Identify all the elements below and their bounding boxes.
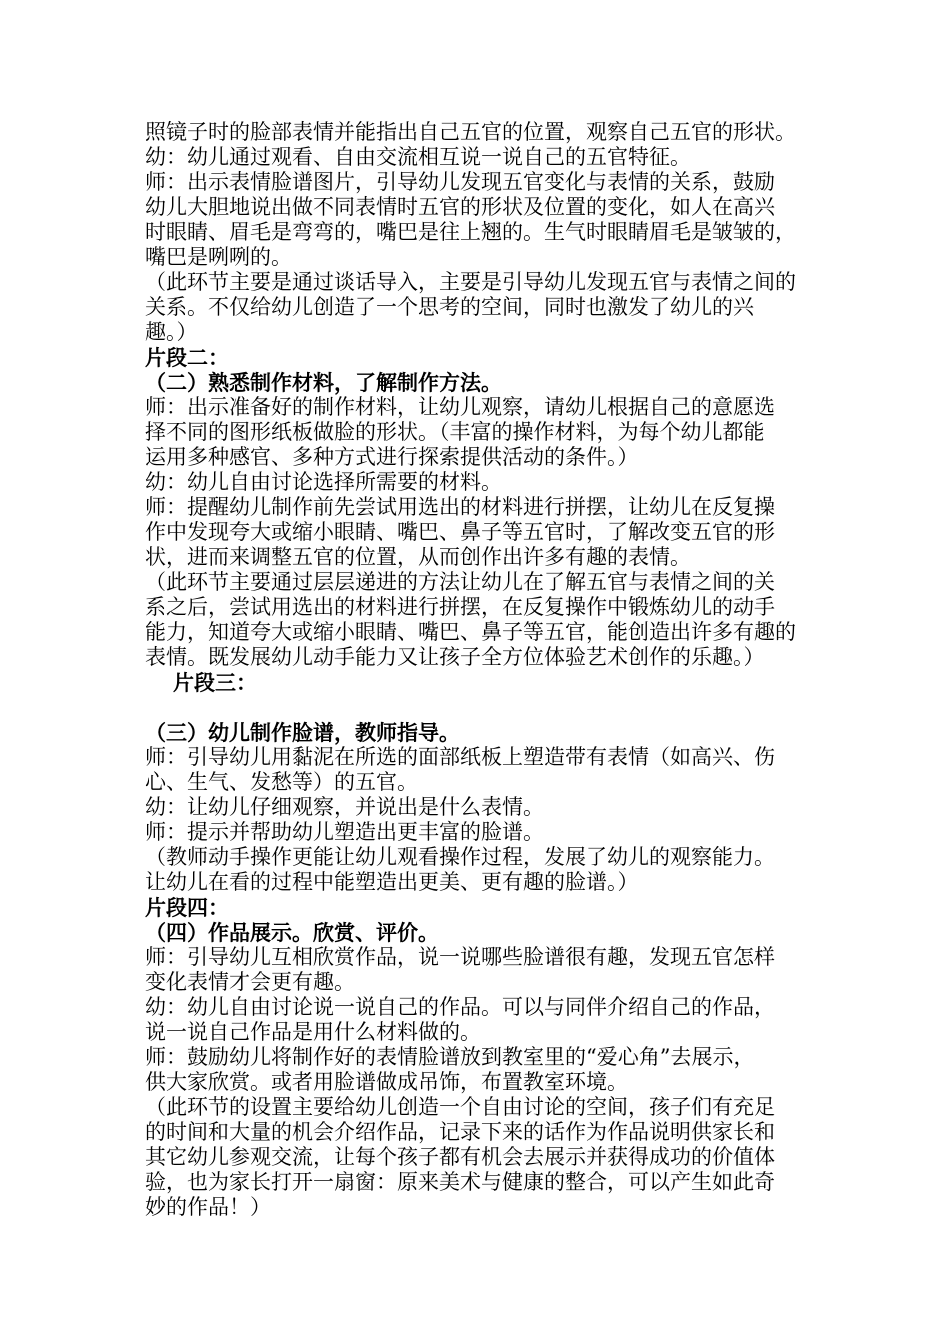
- text-line: 择不同的图形纸板做脸的形状。（丰富的操作材料，为每个幼儿都能: [145, 420, 765, 444]
- text-line: 幼：幼儿通过观看、自由交流相互说一说自己的五官特征。: [145, 145, 691, 169]
- text-line: 系之后，尝试用选出的材料进行拼摆，在反复操作中锻炼幼儿的动手: [145, 595, 775, 619]
- section-heading: （三）幼儿制作脸谱，教师指导。: [145, 720, 460, 745]
- segment-heading: 片段二：: [145, 345, 229, 370]
- blank-line: [145, 695, 810, 720]
- text-line: 运用多种感官、多种方式进行探索提供活动的条件。）: [145, 445, 639, 469]
- text-line: 让幼儿在看的过程中能塑造出更美、更有趣的脸谱。）: [145, 870, 639, 894]
- text-line: 师：鼓励幼儿将制作好的表情脸谱放到教室里的“爱心角”去展示，: [145, 1045, 755, 1069]
- text-line: 嘴巴是咧咧的。: [145, 245, 292, 269]
- section-heading: （四）作品展示。欣赏、评价。: [145, 920, 439, 945]
- text-line: 师：引导幼儿互相欣赏作品，说一说哪些脸谱很有趣，发现五官怎样: [145, 945, 775, 969]
- text-line: 表情。既发展幼儿动手能力又让孩子全方位体验艺术创作的乐趣。）: [145, 645, 765, 669]
- text-line: 说一说自己作品是用什么材料做的。: [145, 1020, 481, 1044]
- text-line: 供大家欣赏。或者用脸谱做成吊饰，布置教室环境。: [145, 1070, 628, 1094]
- text-line: 趣。）: [145, 320, 198, 344]
- text-line: 作中发现夸大或缩小眼睛、嘴巴、鼻子等五官时，了解改变五官的形: [145, 520, 775, 544]
- text-line: 其它幼儿参观交流，让每个孩子都有机会去展示并获得成功的价值体: [145, 1145, 775, 1169]
- segment-heading: 片段四：: [145, 895, 229, 920]
- text-line: 师：出示准备好的制作材料，让幼儿观察，请幼儿根据自己的意愿选: [145, 395, 775, 419]
- text-line: 状，进而来调整五官的位置，从而创作出许多有趣的表情。: [145, 545, 691, 569]
- text-line: 验，也为家长打开一扇窗：原来美术与健康的整合，可以产生如此奇: [145, 1170, 775, 1194]
- text-line: （此环节主要通过层层递进的方法让幼儿在了解五官与表情之间的关: [145, 570, 775, 594]
- text-line: 幼：幼儿自由讨论说一说自己的作品。可以与同伴介绍自己的作品，: [145, 995, 775, 1019]
- text-line: 的时间和大量的机会介绍作品，记录下来的话作为作品说明供家长和: [145, 1120, 775, 1144]
- text-line: 变化表情才会更有趣。: [145, 970, 355, 994]
- text-line: 幼儿大胆地说出做不同表情时五官的形状及位置的变化，如人在高兴: [145, 195, 775, 219]
- text-line: 能力，知道夸大或缩小眼睛、嘴巴、鼻子等五官，能创造出许多有趣的: [145, 620, 796, 644]
- text-line: （教师动手操作更能让幼儿观看操作过程，发展了幼儿的观察能力。: [145, 845, 775, 869]
- text-line: 妙的作品！）: [145, 1195, 271, 1219]
- text-line: 时眼睛、眉毛是弯弯的，嘴巴是往上翘的。生气时眼睛眉毛是皱皱的，: [145, 220, 796, 244]
- text-line: 照镜子时的脸部表情并能指出自己五官的位置，观察自己五官的形状。: [145, 120, 796, 144]
- text-line: （此环节主要是通过谈话导入，主要是引导幼儿发现五官与表情之间的: [145, 270, 796, 294]
- text-line: 关系。不仅给幼儿创造了一个思考的空间，同时也激发了幼儿的兴: [145, 295, 754, 319]
- section-heading: （二）熟悉制作材料，了解制作方法。: [145, 370, 502, 395]
- text-line: 师：引导幼儿用黏泥在所选的面部纸板上塑造带有表情（如高兴、伤: [145, 745, 775, 769]
- segment-heading: 片段三：: [173, 670, 257, 695]
- text-line: 幼：幼儿自由讨论选择所需要的材料。: [145, 470, 502, 494]
- text-line: 师：出示表情脸谱图片，引导幼儿发现五官变化与表情的关系，鼓励: [145, 170, 775, 194]
- text-line: 心、生气、发愁等）的五官。: [145, 770, 418, 794]
- text-line: 幼：让幼儿仔细观察，并说出是什么表情。: [145, 795, 544, 819]
- text-line: （此环节的设置主要给幼儿创造一个自由讨论的空间，孩子们有充足: [145, 1095, 775, 1119]
- document-body: [145, 120, 810, 1220]
- text-line: 师：提示并帮助幼儿塑造出更丰富的脸谱。: [145, 820, 544, 844]
- text-line: 师：提醒幼儿制作前先尝试用选出的材料进行拼摆，让幼儿在反复操: [145, 495, 775, 519]
